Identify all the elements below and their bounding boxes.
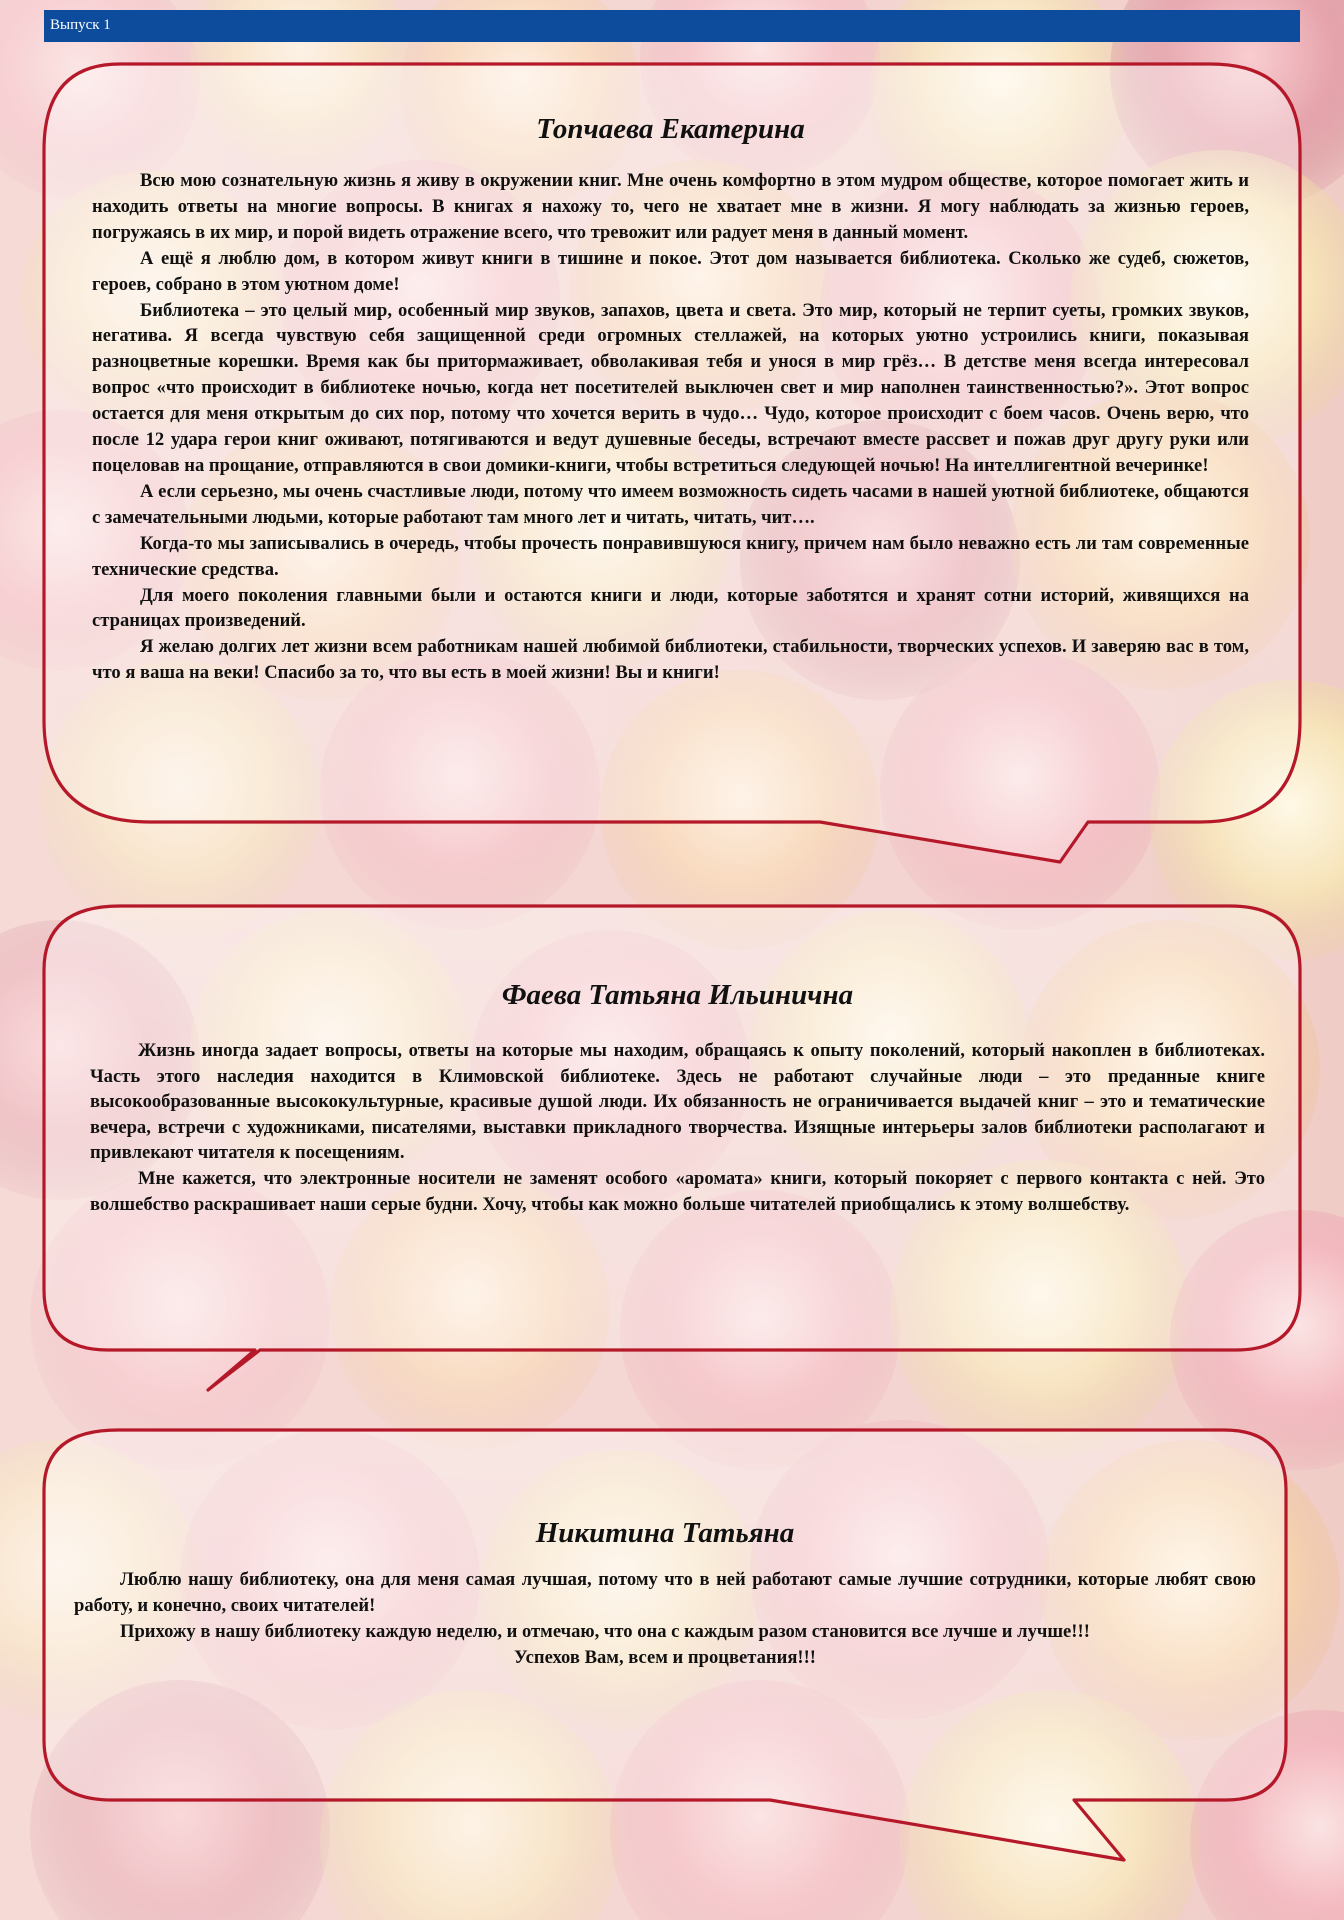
paragraph: Я желаю долгих лет жизни всем работникам нашей любимой библиотеки, стабильности, творческих успехов. И заверяю вас в том, что я ваша на веки! Спасибо за то, что вы есть в моей жизни! Вы и книги!	[92, 636, 1249, 684]
author-name: Топчаева Екатерина	[536, 113, 805, 145]
bubble-2-content	[90, 978, 1265, 1217]
paragraph: Люблю нашу библиотеку, она для меня самая лучшая, потому что в ней работают самые лучшие сотрудники, которые любят свою работу, и конечно, своих читателей!	[74, 1569, 1256, 1616]
paragraph: Когда-то мы записывались в очередь, чтобы прочесть понравившуюся книгу, причем нам было неважно есть ли там современные технические средства.	[92, 532, 1249, 580]
paragraph: Мне кажется, что электронные носители не заменят особого «аромата» книги, который покоряет с первого контакта с ней. Это волшебство раскрашивает наши серые будни. Хочу, чтобы как можно больше читателей приобщались к этому волшебству.	[90, 1167, 1265, 1215]
closing-wish: Успехов Вам, всем и процветания!!!	[513, 1647, 816, 1668]
paragraph: А если серьезно, мы очень счастливые люди, потому что имеем возможность сидеть часами в нашей уютной библиотеке, общаются с замечательными людьми, которые работают там много лет и читать, читать, чит….	[92, 480, 1249, 528]
paragraph: А ещё я люблю дом, в котором живут книги в тишине и покое. Этот дом называется библиотека. Сколько же судеб, сюжетов, героев, собрано в этом уютном доме!	[92, 247, 1249, 295]
bubble-1-content	[92, 112, 1249, 686]
author-name: Никитина Татьяна	[535, 1517, 795, 1549]
issue-header-bar	[44, 10, 1300, 42]
paragraph: Библиотека – это целый мир, особенный мир звуков, запахов, цвета и света. Это мир, который не терпит суеты, громких звуков, негатива. Я всегда чувствую себя защищенной среди огромных стеллажей, на которых уютно устроились книги, показывая разноцветные корешки. Время как бы притормаживает, обволакивая тебя и унося в мир грёз… В детстве меня всегда интересовал вопрос «что происходит в библиотеке ночью, когда нет посетителей выключен свет и мир наполнен таинственностью?». Этот вопрос остается для меня открытым до сих пор, потому что хочется верить в чудо… Чудо, которое происходит с боем часов. Очень верю, что после 12 удара герои книг оживают, потягиваются и ведут душевные беседы, встречают вместе рассвет и пожав друг другу руки или поцеловав на прощание, отправляются в свои домики-книги, чтобы встретиться следующей ночью! На интеллигентной вечеринке!	[92, 299, 1249, 476]
bubble-3-content	[74, 1516, 1256, 1671]
paragraph: Жизнь иногда задает вопросы, ответы на которые мы находим, обращаясь к опыту поколений, который накоплен в библиотеках. Часть этого наследия находится в Климовской библиотеке. Здесь не работают случайные люди – это преданные книге высокообразованные высококультурные, красивые душой люди. Их обязанность не ограничивается выдачей книг – это и тематические вечера, встречи с художниками, писателями, выставки прикладного творчества. Изящные интерьеры залов библиотеки располагают и привлекают читателя к посещениям.	[90, 1040, 1265, 1164]
paragraph: Всю мою сознательную жизнь я живу в окружении книг. Мне очень комфортно в этом мудром обществе, которое помогает жить и находить ответы на многие вопросы. В книгах я нахожу то, чего не хватает мне в жизни. Я могу наблюдать за жизнью героев, погружаясь в их мир, и порой видеть отражение всего, что тревожит или радует меня в данный момент.	[92, 170, 1249, 243]
issue-label: Выпуск 1	[50, 17, 111, 33]
author-name: Фаева Татьяна Ильинична	[501, 979, 854, 1011]
paragraph: Для моего поколения главными были и остаются книги и люди, которые заботятся и хранят сотни историй, живящихся на страницах произведений.	[92, 584, 1249, 632]
paragraph: Прихожу в нашу библиотеку каждую неделю, и отмечаю, что она с каждым разом становится все лучше и лучше!!!	[120, 1621, 1090, 1642]
